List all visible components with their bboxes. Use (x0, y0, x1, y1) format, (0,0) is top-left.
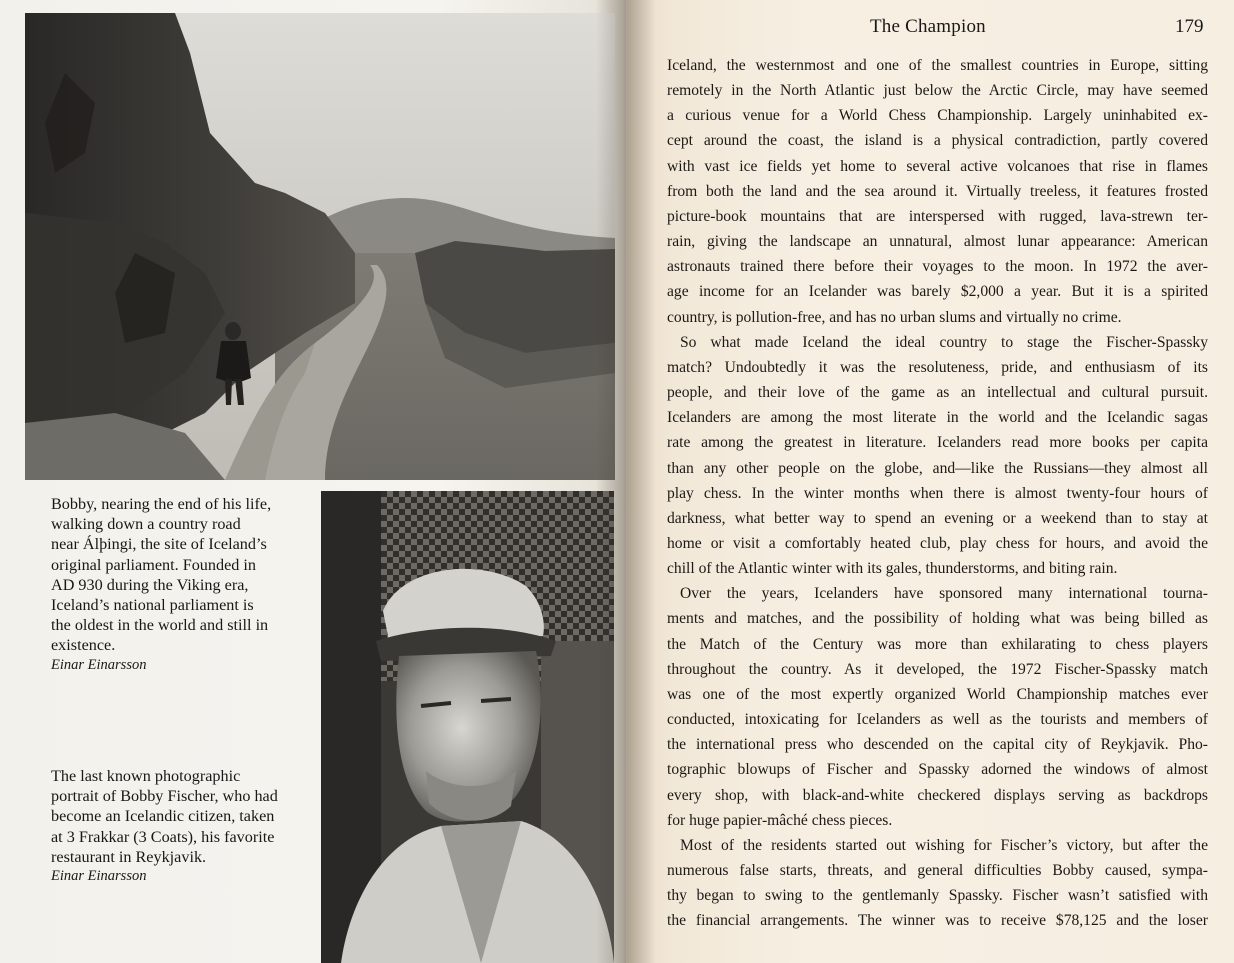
text-line: Icelanders are among the most literate in the world and the Icelandic sagas (667, 409, 1208, 427)
text-line: numerous false starts, threats, and general difficulties Bobby caused, sympa- (667, 862, 1208, 879)
text-line: people, and their love of the game as an intellectual and cultural pursuit. (667, 384, 1208, 402)
text-line: the Match of the Century was more than exhilarating to chess players (667, 635, 1208, 653)
text-line: Over the years, Icelanders have sponsored many international tourna- (680, 585, 1208, 603)
caption-line: Bobby, nearing the end of his life, (51, 495, 272, 513)
text-line: astronauts trained there before their voyages to the moon. In 1972 the aver- (667, 258, 1208, 276)
caption-line: AD 930 during the Viking era, (51, 575, 249, 594)
text-line: was one of the most expertly organized World Championship matches ever (667, 685, 1208, 703)
text-line: chill of the Atlantic winter with its gales, thunderstorms, and biting rain. (667, 560, 1118, 578)
text-line: throughout the country. As it developed, the 1972 Fischer-Spassky match (667, 660, 1208, 678)
caption-line: at 3 Frakkar (3 Coats), his favorite (51, 827, 275, 846)
body-text (667, 53, 1208, 933)
text-line: a curious venue for a World Chess Championship. Largely uninhabited ex- (667, 107, 1208, 125)
text-line: than any other people on the globe, and—like the Russians—they almost all (667, 459, 1208, 477)
photo-credit: Einar Einarsson (51, 868, 147, 885)
text-line: play chess. In the winter months when there is almost twenty-four hours of (667, 484, 1208, 502)
text-line: with vast ice fields yet home to several active volcanoes that rise in flames (667, 157, 1208, 175)
running-head: The Champion (870, 16, 986, 37)
caption-line: The last known photographic (51, 767, 241, 785)
text-line: cept around the coast, the island is a physical contradiction, partly covered (667, 132, 1208, 150)
text-line: home or visit a comfortably heated club, play chess for hours, and avoid the (667, 534, 1208, 552)
caption-line: become an Icelandic citizen, taken (51, 807, 275, 826)
caption-line: portrait of Bobby Fischer, who had (51, 787, 278, 806)
text-line: the international press who descended on the capital city of Reykjavik. Pho- (667, 736, 1208, 754)
portrait-photo (321, 491, 614, 963)
caption-line: restaurant in Reykjavik. (51, 847, 207, 866)
text-line: picture-book mountains that are interspersed with rugged, lava-strewn ter- (667, 207, 1208, 225)
caption-line: original parliament. Founded in (51, 555, 256, 574)
text-line: conducted, intoxicating for Icelanders as well as the tourists and members of (667, 711, 1208, 729)
caption-line: walking down a country road (51, 515, 241, 534)
text-line: ments and matches, and the possibility of holding what was being billed as (667, 610, 1208, 628)
text-line: rate among the greatest in literature. Icelanders read more books per capita (667, 434, 1208, 452)
text-line: thy began to swing to the gentlemanly Spassky. Fischer wasn’t satisfied with (667, 887, 1208, 905)
caption-line: Iceland’s national parliament is (51, 596, 254, 615)
text-line: darkness, what better way to spend an evening or a weekend than to stay at (667, 509, 1208, 527)
caption-line: existence. (51, 636, 116, 655)
text-line: So what made Iceland the ideal country to stage the Fischer-Spassky (680, 333, 1208, 351)
text-line: rain, giving the landscape an unnatural, almost lunar appearance: American (667, 233, 1208, 251)
caption-line: the oldest in the world and still in (51, 616, 269, 635)
photo-caption-landscape (51, 494, 311, 675)
landscape-photo (25, 13, 615, 480)
text-line: every shop, with black-and-white checkered displays serving as backdrops (667, 786, 1208, 804)
text-line: from both the land and the sea around it. Virtually treeless, it features frosted (667, 182, 1208, 200)
text-line: age income for an Icelander was barely $2,000 a year. But it is a spirited (667, 283, 1208, 301)
text-line: Iceland, the westernmost and one of the smallest countries in Europe, sitting (667, 57, 1208, 74)
text-line: Most of the residents started out wishing for Fischer’s victory, but after the (680, 836, 1208, 854)
text-line: for huge papier-mâché chess pieces. (667, 811, 893, 829)
text-line: the financial arrangements. The winner was to receive $78,125 and the loser (667, 912, 1208, 930)
caption-line: near Álþingi, the site of Iceland’s (51, 535, 267, 554)
text-line: remotely in the North Atlantic just below the Arctic Circle, may have seemed (667, 82, 1208, 100)
text-line: tographic blowups of Fischer and Spassky adorned the windows of almost (667, 761, 1208, 779)
photo-caption-portrait (51, 766, 311, 886)
book-gutter (596, 0, 656, 963)
text-line: country, is pollution-free, and has no urban slums and virtually no crime. (667, 308, 1122, 326)
page-number: 179 (1175, 16, 1204, 37)
text-line: match? Undoubtedly it was the resoluteness, pride, and enthusiasm of its (667, 358, 1208, 376)
photo-credit: Einar Einarsson (51, 656, 147, 673)
